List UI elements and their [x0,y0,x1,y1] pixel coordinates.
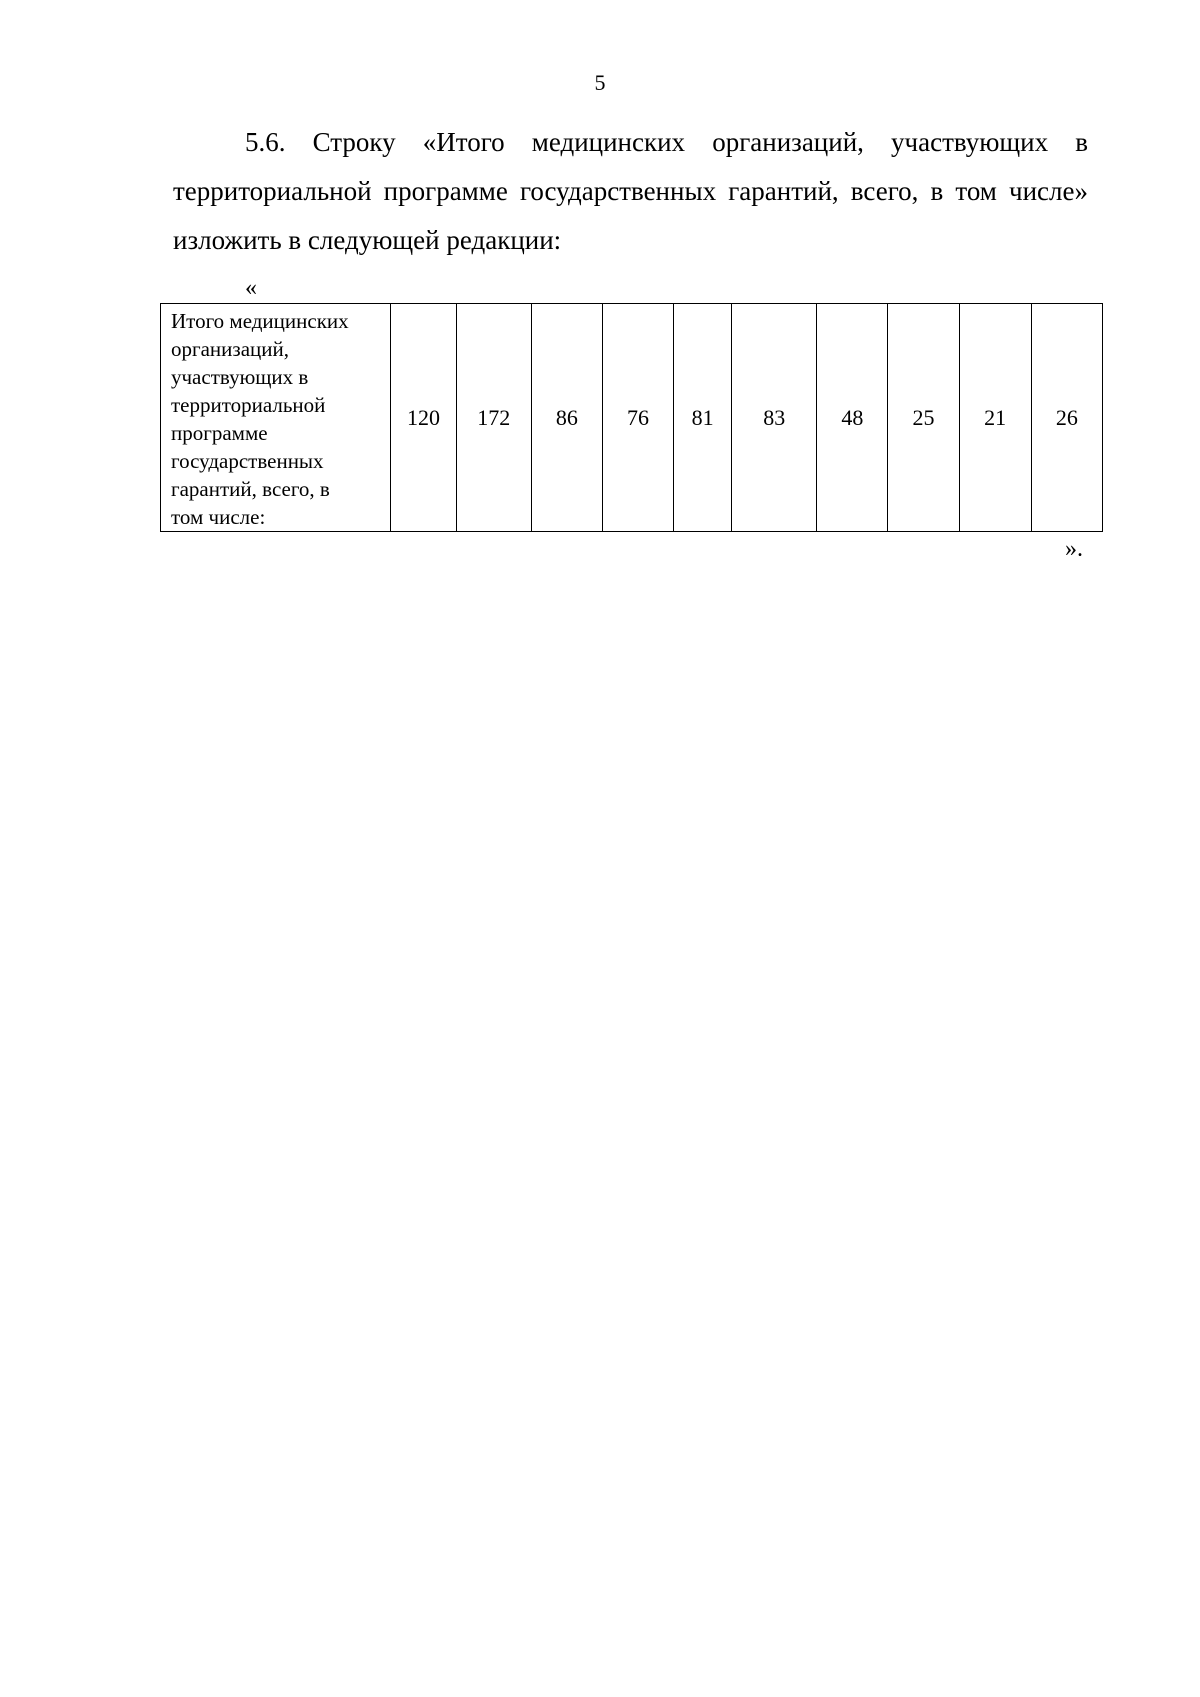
value-cell: 172 [456,304,531,532]
row-label-cell: Итого медицинских организаций, участвующих в территориальной программе государственных гарантий, всего, в том числе: [161,304,391,532]
value-cell: 81 [674,304,732,532]
value-cell: 76 [602,304,673,532]
value-cell: 83 [732,304,817,532]
amendment-paragraph: 5.6. Строку «Итого медицинских организаций, участвующих в территориальной программе государственных гарантий, всего, в том числе» изложить в следующей редакции: [173,127,1088,255]
amended-row-table [160,303,1103,532]
table-row [161,304,1103,532]
value-cell: 86 [531,304,602,532]
page-number: 5 [594,70,606,95]
value-cell: 120 [391,304,456,532]
value-cell: 25 [888,304,959,532]
value-cell: 48 [817,304,888,532]
opening-quote-mark: « [245,275,257,301]
value-cell: 21 [959,304,1031,532]
closing-quote-mark: ». [1065,536,1083,562]
value-cell: 26 [1031,304,1102,532]
